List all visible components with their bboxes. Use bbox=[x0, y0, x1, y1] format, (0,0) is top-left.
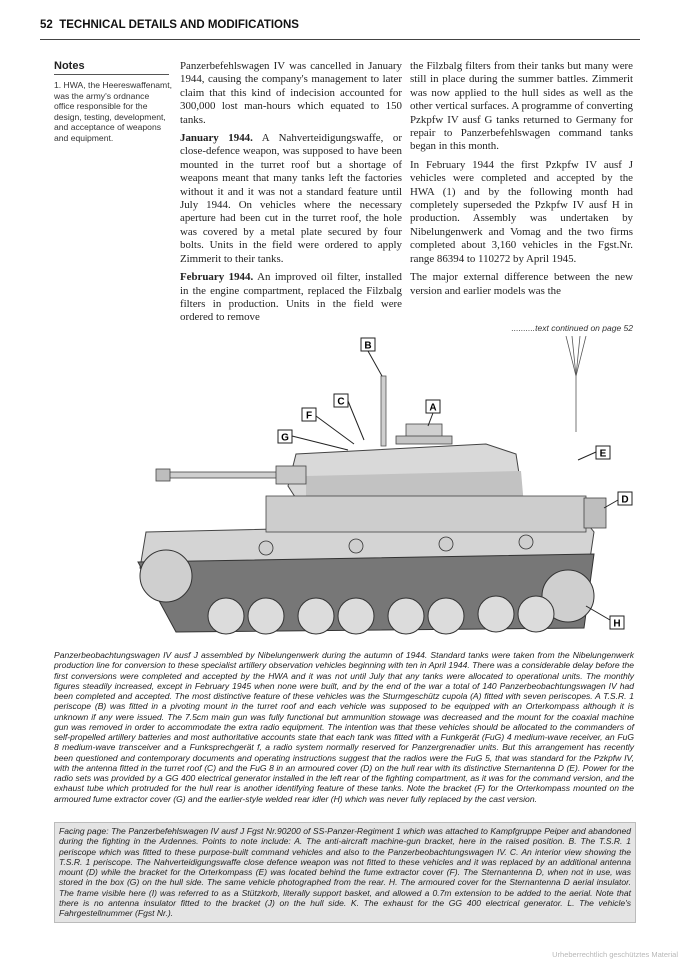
svg-text:C: C bbox=[337, 396, 345, 408]
svg-text:D: D bbox=[621, 494, 629, 506]
col1-paragraph-3-text: An improved oil filter, installed in the engine compartment, replaced the Filzbalg filters in production. Units in the field were ordered to remove bbox=[180, 271, 402, 324]
svg-text:A: A bbox=[429, 402, 437, 414]
label-f bbox=[302, 408, 354, 444]
col1-paragraph-2 bbox=[180, 132, 402, 266]
section-title: TECHNICAL DETAILS AND MODIFICATIONS bbox=[59, 19, 299, 31]
notes-text: 1. HWA, the Heereswaffenamt, was the army's ordnance office responsible for the design, testing, development, and acceptance of weapons and equipment. bbox=[54, 80, 172, 143]
col1-paragraph-3-lead: February 1944. bbox=[180, 271, 254, 284]
body-column-2 bbox=[410, 60, 633, 303]
col1-paragraph-2-text: A Nahverteidigungswaffe, or close-defence weapon, was supposed to have been mounted in the turret roof but a shortage of weapons meant that many tanks left the factories without it and it was not a standard feature until July 1944. On vehicles where the necessary aperture had been cut in the turret roof, the hole was covered by a metal plate secured by four bolts. Units in the field were ordered to apply Zimmerit to their tanks. bbox=[180, 132, 402, 265]
col2-paragraph-3: The major external difference between the new version and earlier models was the bbox=[410, 271, 633, 297]
svg-text:B: B bbox=[364, 340, 372, 352]
col1-paragraph-1: Panzerbefehlswagen IV was cancelled in January 1944, causing the company's management to later claim that this kind of indecision accounted for 300,000 lost man-hours which equated to 150 tanks. bbox=[180, 60, 402, 126]
cupola bbox=[396, 424, 452, 444]
periscope bbox=[381, 376, 386, 446]
illustration-caption: Panzerbeobachtungswagen IV ausf J assembled by Nibelungenwerk during the autumn of 1944. Standard tanks were taken from the Nibelungenwerk production line for conversion to these specialist artillery observation vehicles beginning with ten in April 1944. There was a considerable delay before the first conversions were completed and accepted by the HWA and it was not until July that any tanks were allocated to operational units. The monthly figures steadily increased, except in February 1945 when none were built, and by the end of the war a total of 140 Panzerbeobachtungswagen IV had been completed and accepted. The most distinctive feature of these vehicles was the Sturmgeschütz cupola (A) fitted with seven periscopes. A T.S.R. 1 periscope (B) was fitted in a pivoting mount in the turret roof and each vehicle was supposed to be equipped with an Orterkompass although it is unknown if any were issued. The 7.5cm main gun was fully functional but ammunition stowage was decreased and the mount for the coaxial machine gun was removed in order to accommodate the extra radio equipment. The intention was that these vehicles should be allocated to the commanders of self-propelled artillery batteries and most authoritative accounts state that each tank was fitted with a Funkgerät (FuG) 4 medium-wave receiver, an FuG 8 medium-wave transceiver and a Funksprechgerät f, a radio system normally reserved for Panzergrenadier units. But this arrangement has recently been questioned and contemporary documents and operating instructions suggest that the radios were the FuG 5, that was standard for the Pzkpfw IV, with the antenna fitted in the turret roof (C) and the FuG 8 in an armoured cover (D) on the hull rear with its distinctive Sternantenna D (E). Power for the radio sets was provided by a GG 400 electrical generator installed in the left rear of the fighting compartment, as it was for the command version, and the exhaust tube which protruded for the hull rear is another identifying feature of these tanks. Note the bracket (F) for the Orterkompass mounted on the armoured fume extractor cover (G) and the earlier-style welded rear idler (H) which was never fully replaced by the cast version. bbox=[54, 650, 634, 804]
facing-page-caption: Facing page: The Panzerbefehlswagen IV ausf J Fgst Nr.90200 of SS-Panzer-Regiment 1 which was attached to Kampfgruppe Peiper and abandoned during the fighting in the Ardennes. Points to note include: A. The anti-aircraft machine-gun bracket, here in the raised position. B. The T.S.R. 1 periscope which was fitted to these purpose-built command vehicles and also to the Panzerbeobachtungswagen IV. C. An interior view showing the T.S.R. 1 periscope. The Nahverteidigungswaffe close defence weapon was not fitted to these vehicles and it was replaced by an additional antenna mount (D) while the bracket for the Orterkompass (E) was located behind the fume extractor cover (F). The Sternantenna D, when not in use, was stored in the box (G) on the hull side. The same vehicle photographed from the rear. H. The armoured cover for the Sternantenna D aerial insulator. The frame visible here (I) was referred to as a Stützkorb, literally support basket, and allowed a 0.7m extension to be added to the aerial. Note that there is no antenna insulator fitted to the bracket (J) on the hull side. K. The exhaust for the GG 400 electrical generator. L. The vehicle's Fahrgestellnummer (Fgst Nr.). bbox=[54, 822, 636, 923]
label-a bbox=[426, 400, 440, 426]
watermark: Urheberrechtlich geschütztes Material bbox=[552, 950, 678, 959]
tank-illustration bbox=[116, 336, 656, 636]
svg-text:G: G bbox=[281, 432, 289, 444]
star-antenna bbox=[566, 336, 586, 432]
svg-text:E: E bbox=[599, 448, 607, 460]
rear-armoured-cover bbox=[584, 498, 606, 528]
col1-paragraph-3 bbox=[180, 271, 402, 325]
label-b bbox=[361, 338, 382, 376]
label-g bbox=[278, 430, 348, 450]
col2-paragraph-2: In February 1944 the first Pzkpfw IV ausf J vehicles were completed and accepted by the HWA (1) and by the following month had completely superseded the Pzkpfw IV ausf H in production. Assembly was undertaken by Nibelungenwerk and Vomag and the two firms completed about 3,160 vehicles in the Fgst.Nr. range 86394 to 110272 by April 1945. bbox=[410, 158, 633, 265]
drive-sprocket bbox=[140, 550, 192, 602]
notes-title: Notes bbox=[54, 60, 169, 75]
body-column-1 bbox=[180, 60, 402, 330]
continued-note: ..........text continued on page 52 bbox=[511, 323, 633, 333]
col2-paragraph-1: the Filzbalg filters from their tanks but many were still in place during the summer battles. Zimmerit was now applied to the hull sides as well as the other vertical surfaces. A programme of converting Pzkpfw IV ausf G tanks returned to Germany for repair to Panzerbefehlswagen command tanks began in this month. bbox=[410, 60, 633, 153]
col1-paragraph-2-lead: January 1944. bbox=[180, 132, 253, 145]
main-gun bbox=[156, 466, 306, 484]
svg-text:F: F bbox=[305, 410, 313, 422]
label-d bbox=[604, 492, 632, 508]
page-number: 52 bbox=[40, 19, 53, 31]
page-header bbox=[40, 19, 640, 40]
hull-superstructure bbox=[266, 496, 586, 532]
label-h bbox=[586, 606, 624, 630]
label-e bbox=[578, 446, 610, 460]
svg-text:H: H bbox=[613, 618, 621, 630]
